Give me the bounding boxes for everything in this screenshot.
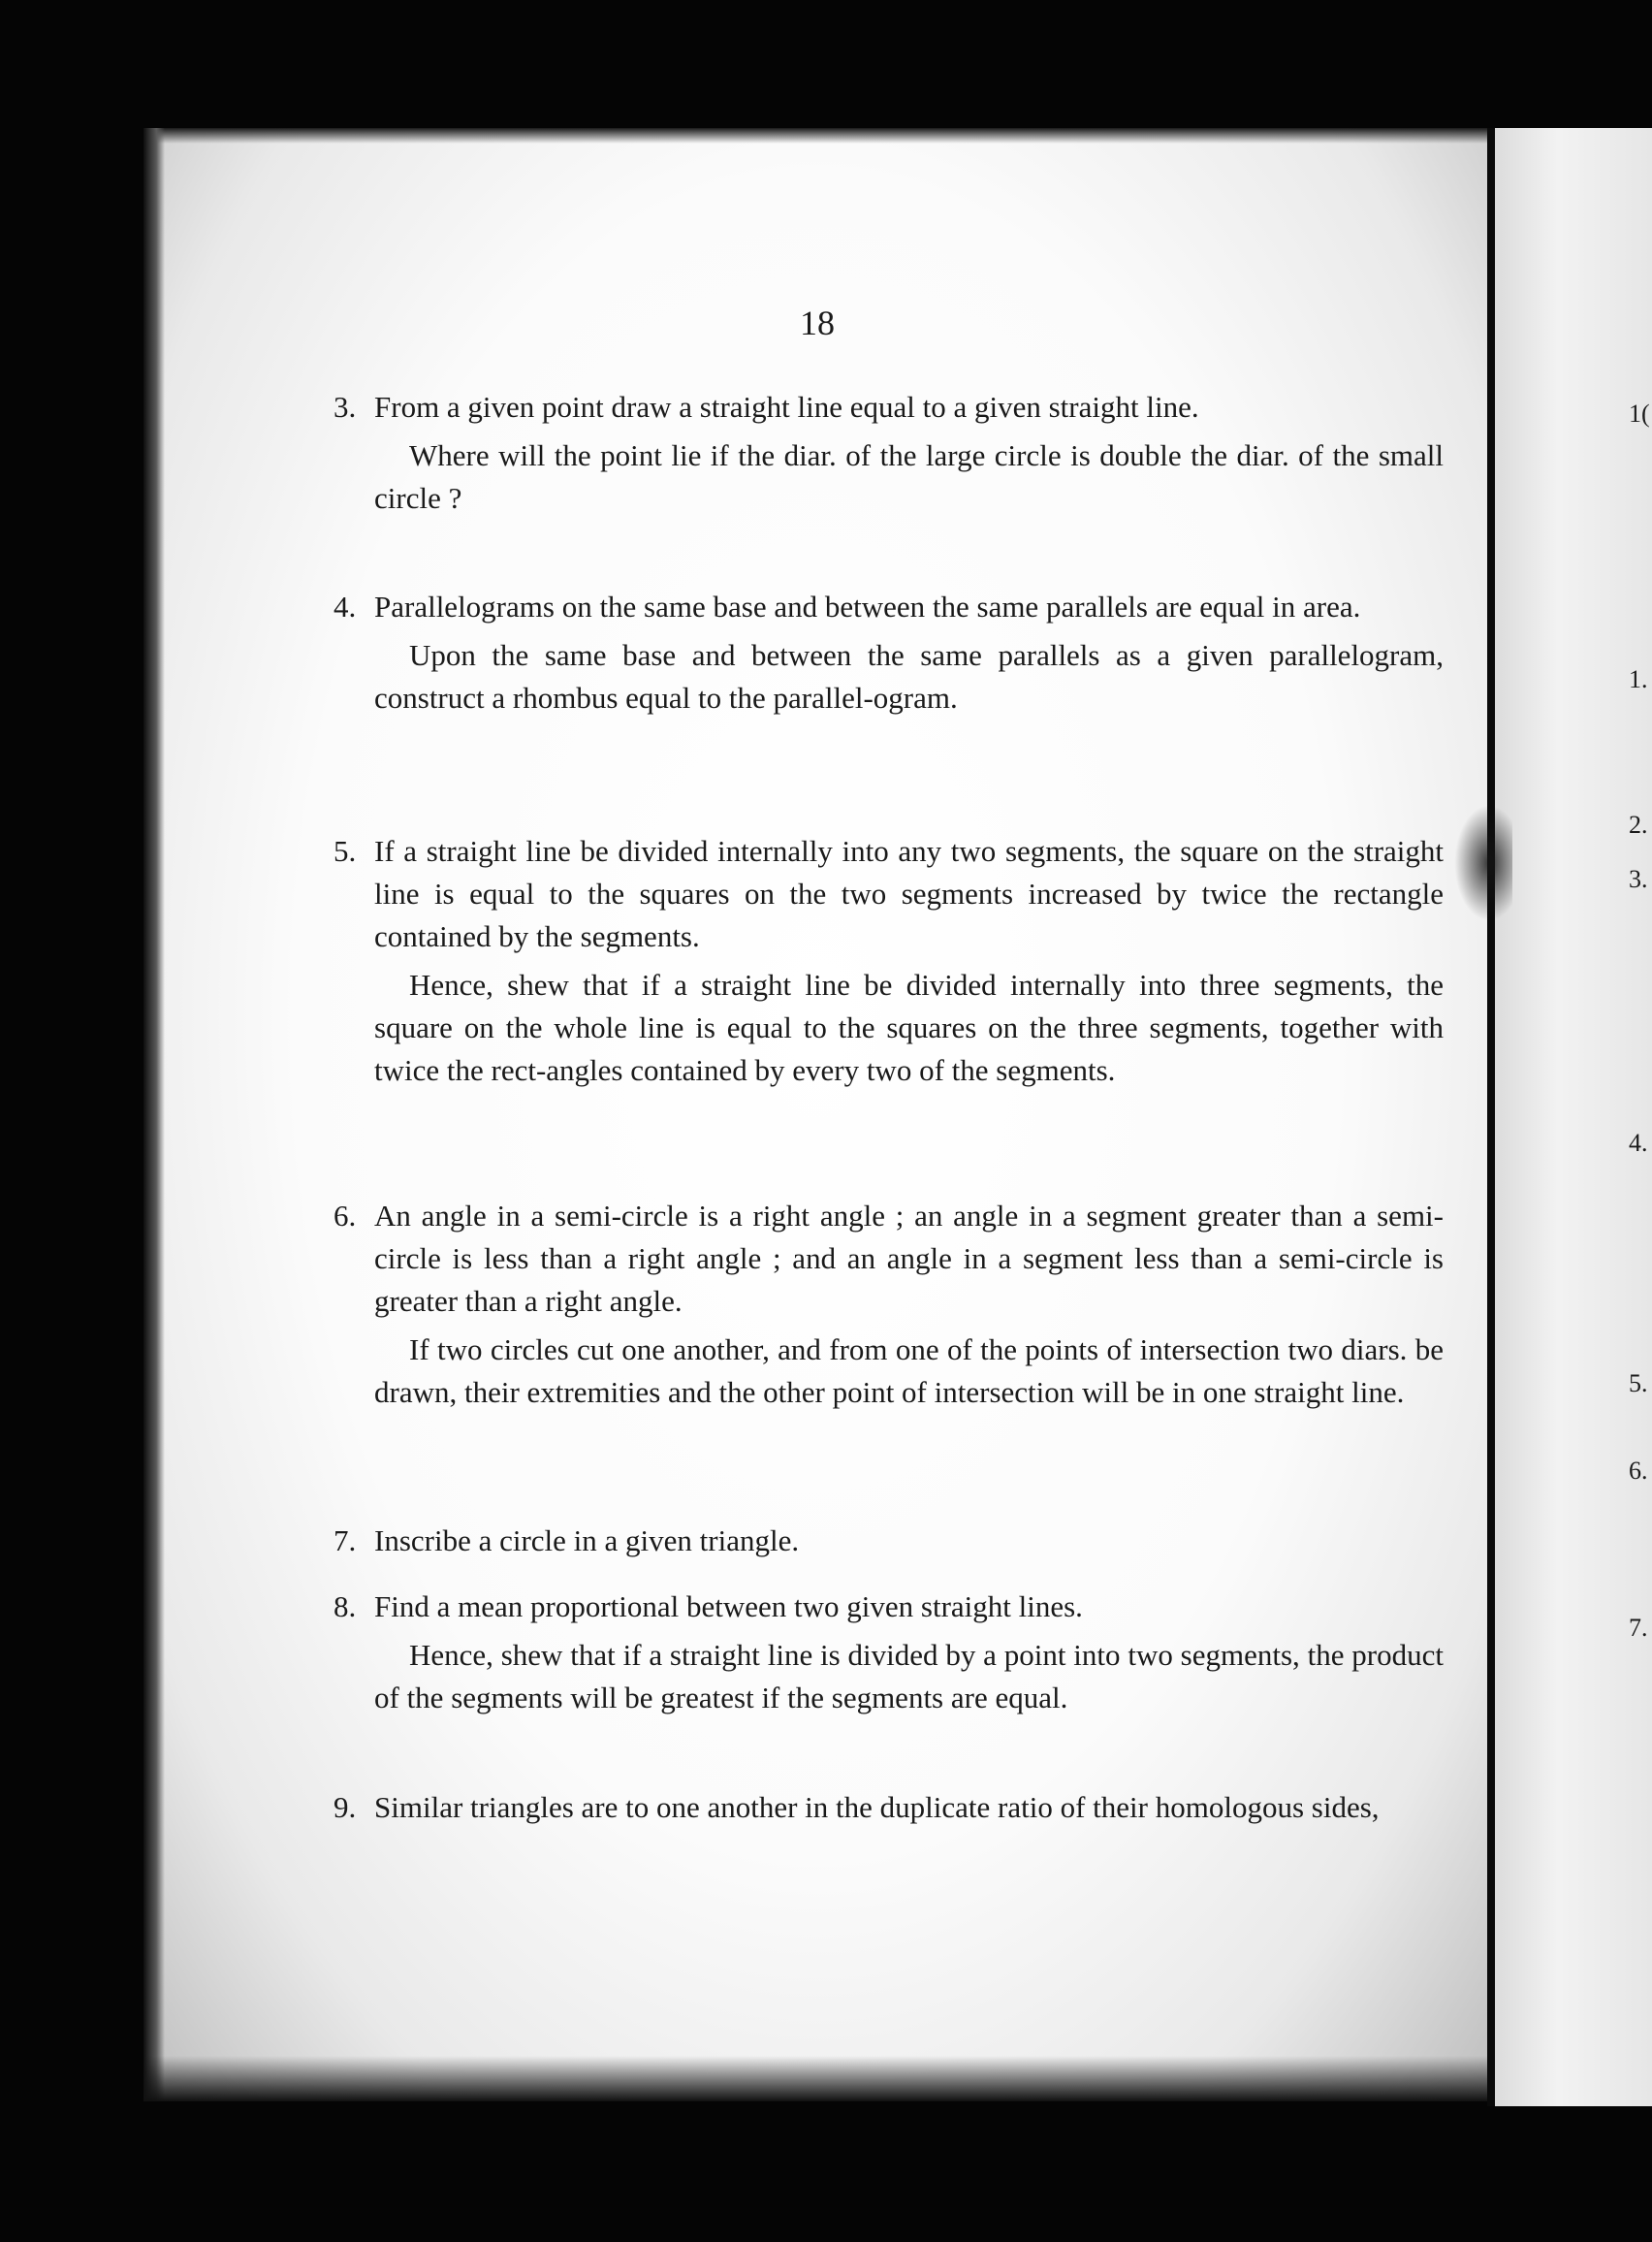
question-3-number: 3. xyxy=(334,390,357,424)
question-5-statement xyxy=(334,830,1444,958)
question-8-statement xyxy=(334,1585,1444,1628)
question-4 xyxy=(334,586,1444,720)
question-3-text: From a given point draw a straight line equal to a given straight line. xyxy=(374,390,1199,424)
question-7 xyxy=(334,1520,1444,1562)
question-5-text: If a straight line be divided internally into any two segments, the square on the straight line is equal to the squares on the two segments increased by twice the rectangle contained by the segments. xyxy=(374,834,1444,953)
book-page xyxy=(143,128,1491,2101)
question-7-text: Inscribe a circle in a given triangle. xyxy=(374,1523,800,1557)
facing-page-number: 1( xyxy=(1629,400,1650,428)
question-5-rider: Hence, shew that if a straight line be divided internally into three segments, the square on the whole line is equal to the squares on the three segments, together with twice the rect-angles contained by every two of the segments. xyxy=(374,968,1444,1087)
facing-page-number: 6. xyxy=(1629,1457,1648,1485)
page-bottom-shadow xyxy=(143,2056,1491,2101)
page-left-shadow xyxy=(143,128,165,2101)
question-7-statement xyxy=(334,1520,1444,1562)
question-7-number: 7. xyxy=(334,1523,357,1557)
question-4-number: 4. xyxy=(334,590,357,624)
question-6-rider: If two circles cut one another, and from one of the points of intersection two diars. be drawn, their extremities and the other point of intersection will be in one straight line. xyxy=(374,1332,1444,1409)
ink-smudge xyxy=(1454,805,1512,921)
question-6-text: An angle in a semi-circle is a right angle ; an angle in a segment greater than a semi-circle is less than a right angle ; and an angle in a segment less than a semi-circle is greater than a right angle. xyxy=(374,1199,1444,1318)
question-9-number: 9. xyxy=(334,1790,357,1824)
facing-page-number: 4. xyxy=(1629,1129,1648,1157)
question-9-statement xyxy=(334,1786,1444,1829)
facing-page-number: 2. xyxy=(1629,811,1648,839)
question-5 xyxy=(334,830,1444,1092)
facing-page-number: 3. xyxy=(1629,865,1648,893)
question-3-statement xyxy=(334,386,1444,429)
question-4-text: Parallelograms on the same base and between the same parallels are equal in area. xyxy=(374,590,1361,624)
page-number: 18 xyxy=(800,304,835,342)
question-3-rider: Where will the point lie if the diar. of the large circle is double the diar. of the small circle ? xyxy=(374,438,1444,515)
question-8 xyxy=(334,1585,1444,1719)
facing-page-number: 1. xyxy=(1629,665,1648,693)
question-6 xyxy=(334,1195,1444,1414)
question-6-statement xyxy=(334,1195,1444,1323)
facing-page-number: 5. xyxy=(1629,1369,1648,1397)
facing-page-strip xyxy=(1495,128,1652,2106)
question-8-rider: Hence, shew that if a straight line is divided by a point into two segments, the product of the segments will be greatest if the segments are equal. xyxy=(374,1638,1444,1714)
question-9-text: Similar triangles are to one another in the duplicate ratio of their homologous sides, xyxy=(374,1790,1380,1824)
question-9 xyxy=(334,1786,1444,1829)
question-5-number: 5. xyxy=(334,834,357,868)
question-8-text: Find a mean proportional between two given straight lines. xyxy=(374,1589,1083,1623)
question-3 xyxy=(334,386,1444,520)
book-fold-line xyxy=(1487,128,1495,2106)
question-6-number: 6. xyxy=(334,1199,357,1233)
question-4-rider: Upon the same base and between the same parallels as a given parallelogram, construct a rhombus equal to the parallel-ogram. xyxy=(374,638,1444,715)
question-8-number: 8. xyxy=(334,1589,357,1623)
question-4-statement xyxy=(334,586,1444,628)
page-top-shadow xyxy=(143,128,1491,144)
facing-page-number: 7. xyxy=(1629,1614,1648,1642)
